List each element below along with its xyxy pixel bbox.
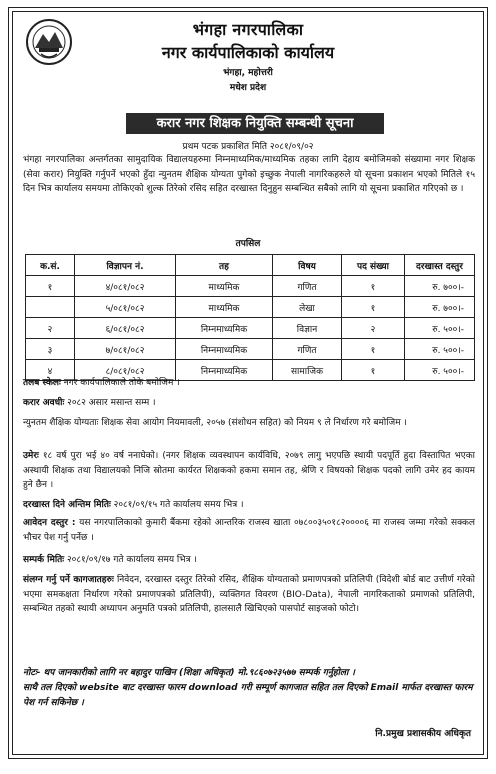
note-line-2: साथै तल दिएको website बाट दरखास्त फारम download गरी सम्पूर्ण कागजात सहित तल दिएको Email मार्फत दरखास्त फारम पेश गर्न सकिनेछ । — [23, 683, 473, 708]
table-cell: ५/०८१/०८२ — [75, 297, 176, 318]
table-cell: गणित — [273, 339, 342, 360]
table-cell: विज्ञान — [273, 318, 342, 339]
qualification-paragraph: न्युनतम शैक्षिक योग्यताः शिक्षक सेवा आयोग नियमावली, २०५७ (संशोधन सहित) को नियम ९ ले निर्धारण गरे बमोजिम । — [23, 418, 407, 428]
table-cell: रु. ७००।- — [405, 297, 475, 318]
table-cell: माध्यमिक — [176, 276, 273, 297]
notice-page — [8, 7, 488, 759]
contact-line — [23, 553, 475, 568]
table-cell: सामाजिक — [273, 360, 342, 381]
province-name: मधेश प्रदेश — [229, 83, 267, 93]
municipality-name: भंगहा नगरपालिका — [192, 20, 304, 39]
table-cell: लेखा — [273, 297, 342, 318]
table-row — [26, 276, 475, 297]
col-header: विषय — [273, 255, 342, 276]
table-cell: १ — [342, 339, 405, 360]
age-paragraph — [23, 449, 475, 493]
table-cell: २ — [342, 318, 405, 339]
table-cell: ८/०८१/०८२ — [75, 360, 176, 381]
table-header-row — [26, 255, 475, 276]
note-line-1: नोटः- थप जानकारीको लागि नर बहादुर पाखिन (शिक्षा अधिकृत) मो.९८६०७२३५७७ सम्पर्क गर्नुहोला । — [23, 668, 355, 678]
table-cell: रु. ५००।- — [405, 339, 475, 360]
publish-date: प्रथम पटक प्रकाशित मिति २०८१/०९/०२ — [182, 142, 314, 152]
documents-paragraph — [23, 573, 475, 617]
col-header: दरखास्त दस्तुर — [405, 255, 475, 276]
deadline-label: दरखास्त दिने अन्तिम मितिः — [23, 500, 111, 510]
documents-label: संलग्न गर्नु पर्ने कागजातहरुः — [23, 575, 114, 585]
table-cell: ४/०८१/०८२ — [75, 276, 176, 297]
fee-text: यस नगरपालिकाको कुमारी बैंकमा रहेको आन्तरिक राजस्व खाता ०७८००३५०१८२००००६ मा राजस्व जम्मा गरेको सक्कल भौचर पेश गर्नु पर्नेछ । — [23, 518, 475, 543]
contact-text: २०८१/०९/१७ गते कार्यालय समय भित्र । — [64, 555, 197, 565]
letterhead — [13, 12, 483, 107]
table-cell — [26, 297, 75, 318]
col-header: क.सं. — [26, 255, 75, 276]
col-header: पद संख्या — [342, 255, 405, 276]
salary-line — [23, 376, 475, 391]
table-cell: माध्यमिक — [176, 297, 273, 318]
period-label: करार अवधीः — [23, 398, 65, 408]
fee-paragraph — [23, 516, 475, 545]
table-cell: १ — [342, 276, 405, 297]
deadline-line — [23, 498, 475, 513]
fee-label: आवेदन दस्तुर : — [23, 518, 76, 528]
table-cell: ७/०८१/०८२ — [75, 339, 176, 360]
table-cell: ६/०८१/०८२ — [75, 318, 176, 339]
signature-title: नि.प्रमुख प्रशासकीय अधिकृत — [375, 729, 471, 739]
table-cell: १ — [342, 360, 405, 381]
office-location: भंगहा, महोत्तरी — [223, 68, 273, 78]
table-cell: रु. ५००।- — [405, 360, 475, 381]
documents-text: निवेदन, दरखास्त दस्तुर तिरेको रसिद, शैक्षिक योग्यताको प्रमाणपत्रको प्रतिलिपी (विदेशी बोर्ड बाट उत्तीर्ण गरेको भएमा समकक्षता निर्धारण गरेको प्रमाणपत्रको प्रतिलिपी), व्यक्तिगत विवरण (BIO-Data), नेपाली नागरिकताको प्रमाणको प्रतिलिपी, सम्बन्धित तहको स्थायी अध्यापन अनुमति पत्रको प्रतिलिपी, हालसालै खिचिएको पासपोर्ट साइजको फोटो। — [23, 575, 475, 614]
table-caption: तपसिल — [235, 239, 261, 249]
table-cell: १ — [26, 276, 75, 297]
table-row — [26, 339, 475, 360]
col-header: विज्ञापन नं. — [75, 255, 176, 276]
table-cell: रु. ५००।- — [405, 318, 475, 339]
table-row — [26, 297, 475, 318]
inner-border — [12, 11, 484, 755]
salary-text: नगर कार्यपालिकाले तोके बमोजिम । — [60, 378, 180, 388]
note-box — [23, 666, 477, 711]
table-cell: २ — [26, 318, 75, 339]
deadline-text: २०८१/०९/१५ गते कार्यालय समय भित्र । — [110, 500, 244, 510]
table-cell: ३ — [26, 339, 75, 360]
col-header: तह — [176, 255, 273, 276]
office-name: नगर कार्यपालिकाको कार्यालय — [161, 43, 335, 62]
period-line — [23, 396, 475, 411]
salary-label: तलब स्केलः — [23, 378, 61, 388]
table-cell: रु. ७००।- — [405, 276, 475, 297]
intro-paragraph: भंगहा नगरपालिका अन्तर्गतका सामुदायिक विद्यालयहरुमा निम्नमाध्यमिक/माध्यमिक तहका लागि देहाय बमोजिमको संख्यामा नगर शिक्षक (सेवा करार) नियुक्ति गर्नुपर्ने भएको हुँदा न्युनतम शैक्षिक योग्यता पुगेको इच्छुक नेपाली नागरिकहरुले यो सूचना प्रकाशन भएको मितिले १५ दिन भित्र कार्यालय समयमा तोकिएको शुल्क तिरेको रसिद सहित दरखास्त दिनुहुन सम्बन्धित सबैको लागि यो सूचना प्रकाशित गरिएको छ । — [23, 155, 475, 194]
table-row — [26, 318, 475, 339]
table-cell: निम्नमाध्यमिक — [176, 360, 273, 381]
vacancy-table — [25, 254, 475, 381]
age-text: १८ वर्ष पुरा भई ४० वर्ष ननाघेको। (नगर शिक्षक व्यवस्थापन कार्यविधि, २०७९ लागु भएपछि स्थायी पदपूर्ति हुदा विस्तापित भएका अस्थायी शिक्षक तथा विद्यालयको निजि स्रोतमा कार्यरत शिक्षकको हकमा समान तह, श्रेणि र विषयको शिक्षक पदको लागि उमेर हद कायम हुने छैन । — [23, 451, 475, 490]
table-cell: ४ — [26, 360, 75, 381]
table-cell: निम्नमाध्यमिक — [176, 318, 273, 339]
table-cell: गणित — [273, 276, 342, 297]
table-cell: १ — [342, 297, 405, 318]
contact-label: सम्पर्क मितिः — [23, 555, 65, 565]
age-label: उमेरः — [23, 451, 39, 461]
period-text: २०८२ असार मसान्त सम्म । — [64, 398, 156, 408]
notice-title: करार नगर शिक्षक नियुक्ति सम्बन्धी सूचना — [126, 113, 384, 134]
table-cell: निम्नमाध्यमिक — [176, 339, 273, 360]
